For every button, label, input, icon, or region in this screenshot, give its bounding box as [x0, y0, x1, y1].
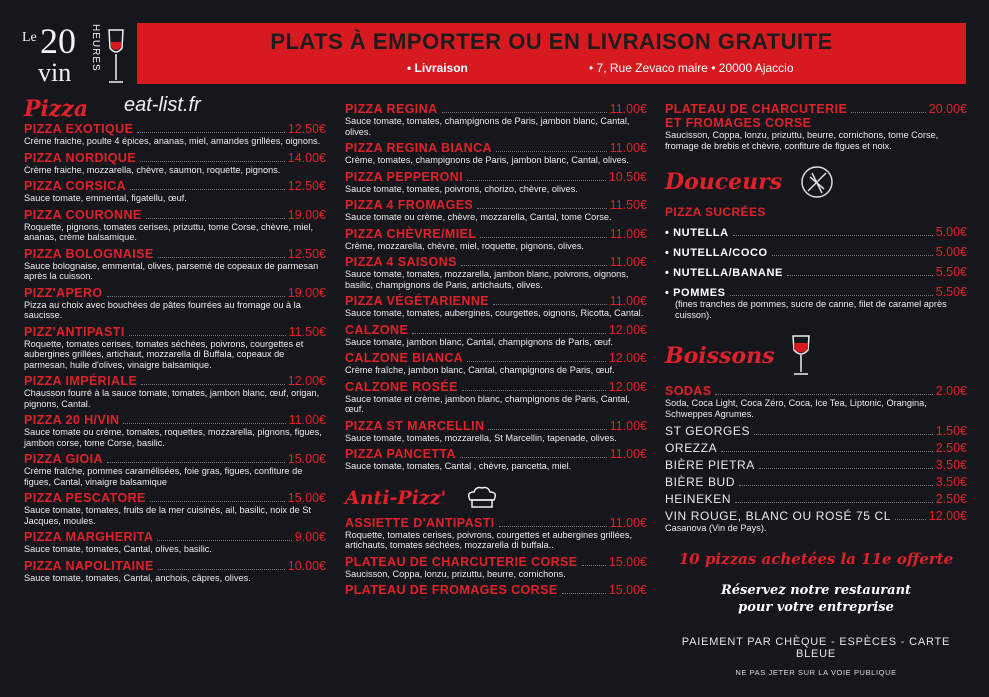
item-name: CALZONE: [345, 322, 409, 337]
item-name: BIÈRE BUD: [665, 475, 736, 489]
item-name: • NUTELLA/COCO: [665, 247, 768, 259]
item-description: Sauce tomate, emmental, figatellu, œuf.: [24, 193, 187, 203]
item-description: Sauce tomate, tomates, mozzarella, St Marcellin, tapenade, olives.: [345, 432, 617, 443]
item-price: 11.00€: [609, 102, 647, 116]
item-description: Sauce tomate, tomates, aubergines, courgettes, oignons, Ricotta, Cantal.: [345, 308, 644, 318]
item-description: Crème fraîche, jambon blanc, Cantal, champignons de Paris, œuf.: [345, 365, 615, 375]
item-price: 12.00€: [608, 322, 647, 337]
item-price: 11.50€: [609, 198, 647, 212]
watermark: eat-list.fr: [124, 94, 201, 116]
item-description: Roquette, pignons, tomates cerises, prizuttu, tome Corse, chèvre, miel, ananas, crème balsamique.: [24, 221, 314, 242]
item-description: Crème fraiche, mozzarella, chèvre, saumon, roquette, pignons.: [24, 164, 281, 175]
item-price: 5.50€: [935, 285, 967, 299]
item-description: Sauce tomate, tomates, mozzarella, jambon blanc, poivrons, oignons, basilic, champignons de Paris, artichauts, olives.: [345, 269, 629, 290]
item-description: Sauce tomate, tomates, Cantal , chèvre, pancetta, miel.: [345, 461, 572, 471]
item-name: PIZZA MARGHERITA: [24, 530, 154, 544]
item-price: 12.50€: [287, 246, 326, 261]
item-description: Soda, Coca Light, Coca Zéro, Coca, Ice Tea, Liptonic, Orangina, Schweppes Agrumes.: [665, 398, 927, 419]
item-description: (fines tranches de pommes, sucre de canne, filet de caramel après cuisson).: [675, 299, 947, 320]
item-name: PIZZA EXOTIQUE: [24, 122, 134, 136]
item-price: 9.00€: [294, 530, 326, 544]
section-title-douceurs: Douceurs: [665, 169, 783, 195]
item-price: 11.00€: [609, 226, 647, 241]
item-price: 10.00€: [287, 558, 326, 573]
menu-item: [665, 441, 967, 455]
item-name: PIZZ'APERO: [24, 285, 103, 300]
menu-item: [345, 447, 647, 472]
item-name: PIZZA REGINA: [345, 102, 438, 116]
item-name: PIZZA BOLOGNAISE: [24, 246, 154, 261]
item-name: • POMMES: [665, 287, 726, 299]
item-name: PIZZA CORSICA: [24, 179, 126, 193]
item-description: Saucisson, Coppa, lonzu, prizuttu, beurre, cornichons.: [345, 568, 566, 579]
menu-item: [665, 285, 967, 320]
menu-item: [345, 294, 647, 319]
promo-text: 10 pizzas achetées la 11e offerte: [678, 549, 954, 568]
logo: [18, 20, 128, 90]
item-price: 19.00€: [287, 285, 326, 300]
item-name: PIZZA PANCETTA: [345, 447, 456, 461]
item-price: 11.00€: [609, 418, 647, 433]
header-banner: [137, 23, 966, 84]
menu-item: [24, 491, 326, 526]
item-name: PLATEAU DE CHARCUTERIE CORSE: [345, 554, 578, 569]
boissons-list: [665, 424, 967, 506]
menu-item: [345, 380, 647, 415]
item-name: PIZZA CHÈVRE/MIEL: [345, 226, 477, 241]
item-price: 12.50€: [287, 179, 326, 193]
item-name: ST GEORGES: [665, 424, 751, 438]
item-description: Sauce bolognaise, emmental, olives, parsemé de copeaux de parmesan après la cuisson.: [24, 260, 319, 281]
item-description: Casanova (Vin de Pays).: [665, 523, 767, 533]
item-name: PIZZA GIOIA: [24, 452, 103, 466]
item-name: PIZZA ST MARCELLIN: [345, 418, 485, 433]
menu-item: [345, 102, 647, 137]
item-description: Sauce tomate, jambon blanc, Cantal, champignons de Paris, œuf.: [345, 336, 614, 347]
item-price: 5.50€: [935, 265, 967, 279]
item-name: SODAS: [665, 384, 712, 398]
item-price: 5.00€: [935, 245, 967, 259]
item-price: 12.50€: [287, 122, 326, 136]
pizza-list-1: [24, 122, 326, 583]
menu-item: [24, 325, 326, 371]
douceurs-list: [665, 225, 967, 320]
item-price: 2.50€: [935, 492, 967, 506]
item-name: PIZZA IMPÉRIALE: [24, 374, 138, 388]
section-title-antipizz: Anti-Pizz': [345, 486, 447, 509]
pizza-list-2: [345, 102, 647, 472]
item-price: 11.00€: [609, 255, 647, 269]
item-name: • NUTELLA/BANANE: [665, 267, 783, 279]
item-name: PIZZA COURONNE: [24, 207, 142, 222]
menu-item: [345, 255, 647, 290]
logo-le: Le: [22, 30, 37, 45]
item-price: 10.50€: [608, 169, 647, 184]
item-price: 11.00€: [609, 141, 647, 155]
item-description: Sauce tomate ou crème, chèvre, mozzarella, Cantal, tome Corse.: [345, 212, 612, 222]
item-price: 3.50€: [935, 475, 967, 489]
item-name: PIZZA 4 FROMAGES: [345, 198, 474, 212]
item-name: PIZZA 4 SAISONS: [345, 255, 457, 269]
item-price: 19.00€: [287, 207, 326, 222]
subtitle-pizza-sucrees: PIZZA SUCRÉES: [665, 205, 766, 219]
menu-item: [345, 170, 647, 195]
item-description: Crème, mozzarella, chèvre, miel, roquette, pignons, olives.: [345, 240, 584, 251]
item-description: Chausson fourré à la sauce tomate, tomates, jambon blanc, œuf, origan, pignons, Cantal.: [24, 388, 320, 409]
item-name: CALZONE BIANCA: [345, 351, 464, 365]
item-description: Crème fraîche, pommes caramélisées, foie gras, figues, confiture de figues, Cantal, vinaigre balsamique: [24, 466, 303, 487]
menu-item: [24, 122, 326, 147]
item-name: HEINEKEN: [665, 492, 732, 506]
item-price: 11.00€: [288, 413, 326, 427]
item-description: Crème fraiche, poulte 4 épices, ananas, miel, amandes grillées, oignons.: [24, 136, 321, 146]
menu-item: [665, 102, 967, 151]
item-price: 12.00€: [608, 379, 647, 394]
item-price: 11.00€: [609, 294, 647, 308]
section-title-pizza: Pizza: [24, 96, 89, 122]
menu-item: [665, 475, 967, 489]
item-name: ASSIETTE D'ANTIPASTI: [345, 515, 495, 530]
antipizz-list: [345, 516, 647, 598]
item-name: PIZZA REGINA BIANCA: [345, 141, 492, 155]
item-price: 5.00€: [935, 225, 967, 239]
menu-item: [345, 227, 647, 252]
menu-item: [665, 225, 967, 239]
item-price: 14.00€: [287, 150, 326, 165]
column-pizzas-1: [24, 96, 326, 587]
menu-item: [665, 509, 967, 534]
menu-item: [665, 265, 967, 279]
menu-item: [665, 458, 967, 472]
menu-item: [345, 351, 647, 376]
menu-item: [24, 530, 326, 555]
column-pizzas-2: [345, 102, 647, 601]
item-price: 12.00€: [608, 351, 647, 365]
section-title-boissons: Boissons: [665, 343, 775, 369]
item-price: 11.50€: [288, 324, 326, 339]
menu-item: [24, 452, 326, 487]
item-price: 2.00€: [935, 384, 967, 398]
douceurs-header: [665, 165, 967, 199]
item-name: PLATEAU DE CHARCUTERIE: [665, 102, 848, 116]
item-name: PIZZA VÉGÉTARIENNE: [345, 294, 490, 308]
item-description: Sauce tomate, tomates, champignons de Paris, jambon blanc, Cantal, olives.: [345, 116, 630, 137]
item-price: 20.00€: [928, 102, 967, 116]
menu-item: [24, 559, 326, 584]
item-description: Sauce tomate, tomates, Cantal, olives, basilic.: [24, 544, 212, 554]
banner-address: • 7, Rue Zevaco maire • 20000 Ajaccio: [589, 61, 794, 75]
item-description: Roquette, tomates cerises, tomates séchées, poivrons, courgettes et aubergines grillées, artichaut, mozzarella di Buffala, copeaux de parmesan, huile d'olives, vinaigre balsamique.: [24, 338, 304, 370]
item-name: PLATEAU DE FROMAGES CORSE: [345, 583, 558, 597]
item-description: Saucisson, Coppa, lonzu, prizuttu, beurre, cornichons, tome Corse, fromage de brebis et chèvre, confiture de figues et noix.: [665, 130, 939, 151]
item-name: PIZZA NAPOLITAINE: [24, 558, 154, 573]
item-price: 1.50€: [935, 424, 967, 438]
item-name: OREZZA: [665, 441, 718, 455]
menu-item: [24, 179, 326, 204]
item-name: VIN ROUGE, BLANC OU ROSÉ 75 CL: [665, 509, 892, 523]
item-name: • NUTELLA: [665, 227, 729, 239]
item-name: CALZONE ROSÉE: [345, 379, 458, 394]
menu-item: [665, 384, 967, 419]
reserve-line-1: Réservez notre restaurant: [720, 582, 912, 598]
logo-vin: vin: [38, 58, 72, 87]
item-name: PIZZA NORDIQUE: [24, 150, 137, 165]
wine-glass-icon: [106, 28, 126, 86]
menu-item: [665, 492, 967, 506]
chef-hat-icon: [464, 486, 500, 510]
item-description: Crème, tomates, champignons de Paris, jambon blanc, Cantal, olives.: [345, 155, 629, 165]
column-desserts-drinks: [665, 102, 967, 677]
menu-item: [345, 323, 647, 348]
menu-item: [345, 141, 647, 166]
menu-item: [24, 374, 326, 409]
item-description: Sauce tomate, tomates, Cantal, anchois, câpres, olives.: [24, 572, 251, 583]
logo-number: 20: [40, 21, 76, 61]
item-price: 12.00€: [287, 374, 326, 388]
disposal-notice: NE PAS JETER SUR LA VOIE PUBLIQUE: [735, 667, 897, 677]
item-price: 12.00€: [928, 509, 967, 523]
item-description: Roquette, tomates cerises, poivrons, courgettes et aubergines grillées, artichauts, tomates séchées, mozzarella di buffala..: [345, 529, 633, 550]
item-name-line2: ET FROMAGES CORSE: [665, 116, 812, 130]
menu-item: [345, 516, 647, 551]
menu-item: [345, 583, 647, 597]
antipizz-header: [345, 486, 647, 510]
logo-heures: HEURES: [90, 24, 101, 72]
payment-methods: PAIEMENT PAR CHÈQUE - ESPÈCES - CARTE BLEUE: [681, 635, 951, 660]
boissons-header: [665, 334, 967, 378]
whisk-icon: [798, 165, 836, 199]
item-name: PIZZA 20 H/VIN: [24, 413, 120, 427]
menu-item: [345, 555, 647, 580]
item-price: 11.00€: [609, 447, 647, 461]
menu-item: [665, 245, 967, 259]
item-name: BIÈRE PIETRA: [665, 458, 755, 472]
item-description: Sauce tomate, tomates, poivrons, chorizo, chèvre, olives.: [345, 183, 578, 194]
item-description: Sauce tomate ou crème, tomates, roquettes, mozzarella, pignons, figues, jambon corse, tome Corse, basilic.: [24, 427, 322, 448]
menu-item: [665, 424, 967, 438]
item-name: PIZZA PESCATORE: [24, 491, 146, 505]
banner-title: PLATS À EMPORTER OU EN LIVRAISON GRATUITE: [270, 29, 833, 54]
menu-item: [24, 247, 326, 282]
item-description: Sauce tomate, tomates, fruits de la mer cuisinés, ail, basilic, noix de St Jacques, moules.: [24, 505, 311, 526]
item-name: PIZZ'ANTIPASTI: [24, 324, 125, 339]
item-price: 15.00€: [287, 491, 326, 505]
item-description: Sauce tomate et crème, jambon blanc, champignons de Paris, Cantal, œuf.: [345, 393, 630, 414]
menu-item: [345, 198, 647, 223]
wine-glass-icon: [790, 334, 812, 378]
item-name: PIZZA PEPPERONI: [345, 169, 464, 184]
item-price: 3.50€: [935, 458, 967, 472]
item-price: 15.00€: [608, 583, 647, 597]
item-price: 15.00€: [608, 554, 647, 569]
item-price: 11.00€: [609, 515, 647, 530]
menu-item: [24, 151, 326, 176]
item-price: 2.50€: [935, 441, 967, 455]
item-description: Pizza au choix avec bouchées de pâtes fourrées au fromage ou à la saucisse.: [24, 299, 301, 320]
menu-item: [24, 413, 326, 448]
menu-item: [24, 286, 326, 321]
item-price: 15.00€: [287, 452, 326, 466]
reserve-line-2: pour votre entreprise: [738, 599, 894, 615]
menu-item: [24, 208, 326, 243]
banner-delivery: • Livraison: [407, 61, 468, 75]
menu-item: [345, 419, 647, 444]
